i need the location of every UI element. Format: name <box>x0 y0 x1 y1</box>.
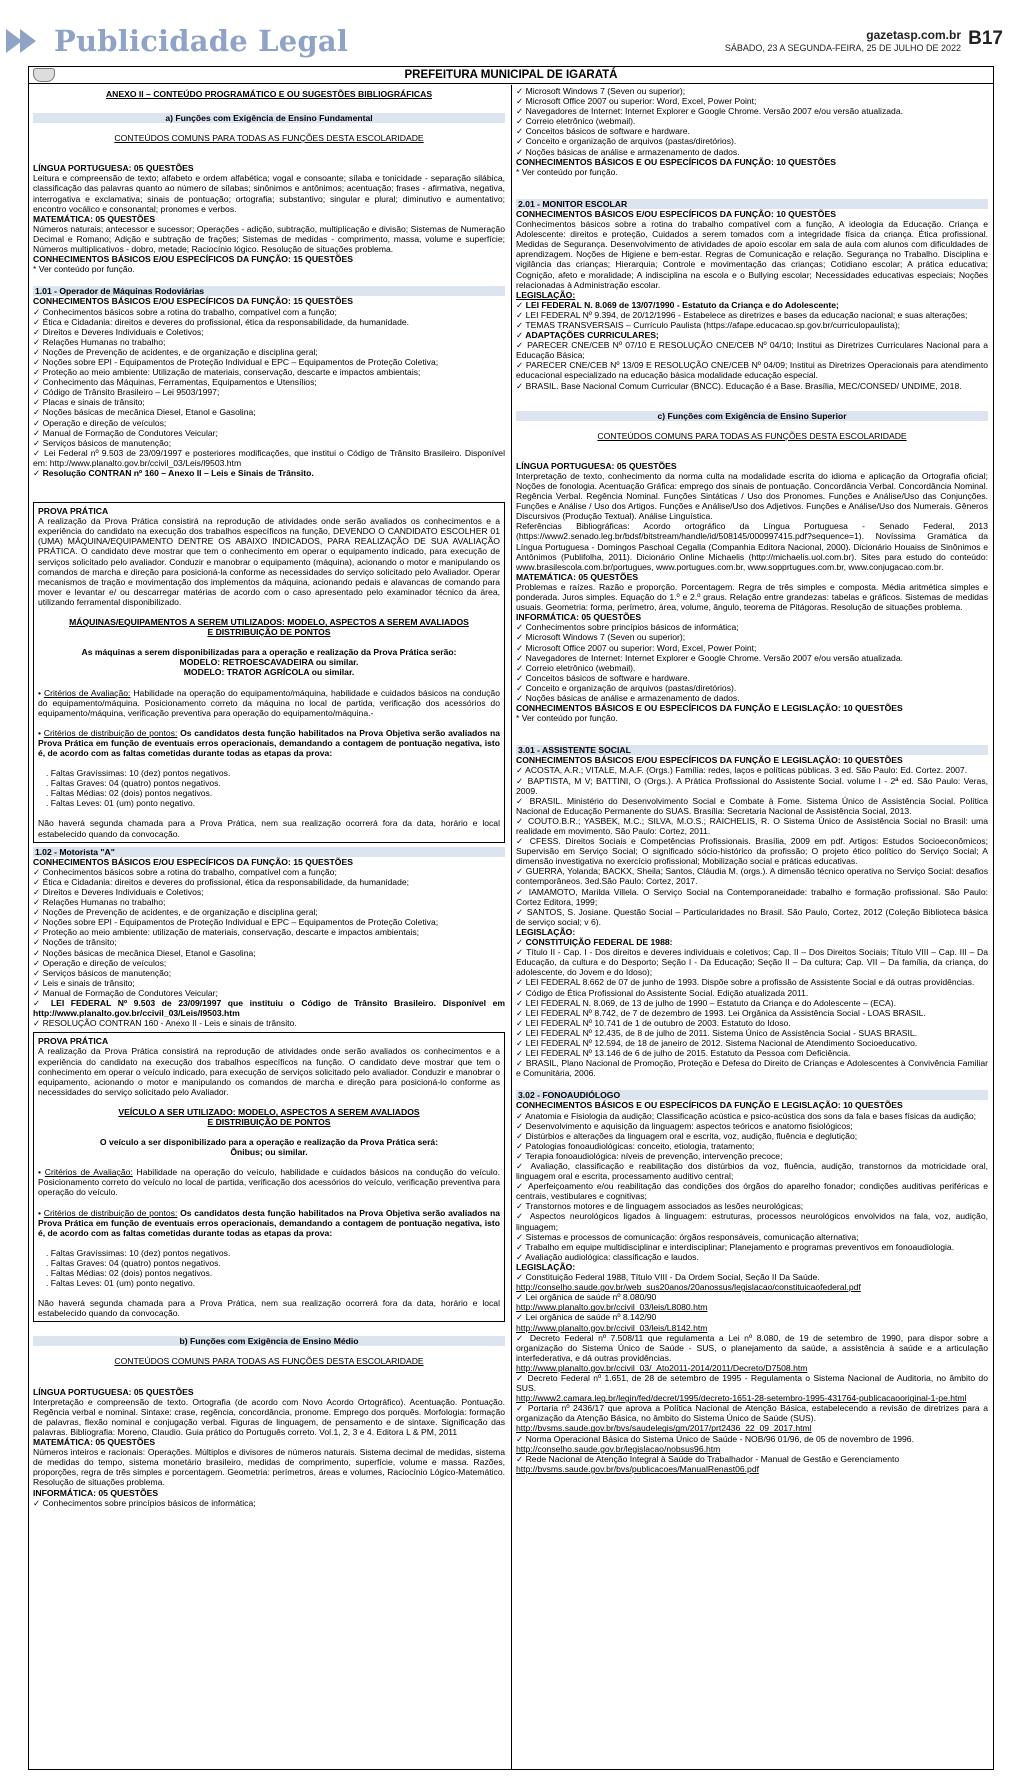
list-item-resolution: ✓ Resolução CONTRAN nº 160 – Anexo II – Leis e Sinais de Trânsito. <box>33 468 314 478</box>
prefeitura-title-bar <box>29 67 993 84</box>
list-item: ✓ ACOSTA, A.R.; VITALE, M.A.F. (Orgs.) Família: redes, laços e políticas públicas. 3 ed. São Paulo: Ed. Cortez. 2007. <box>516 765 968 776</box>
list-item: ✓ Código de Trânsito Brasileiro – Lei 9503/1997; <box>33 387 220 398</box>
medio-cb-title: CONHECIMENTOS BÁSICOS E OU ESPECÍFICOS DA FUNÇÃO: 10 QUESTÕES <box>516 156 836 167</box>
sup-lp-title: LÍNGUA PORTUGUESA: 05 QUESTÕES <box>516 460 677 471</box>
list-item: ✓ Anatomia e Fisiologia da audição; Classificação acústica e psico-acústica dos sons da fala e bases físicas da audição; <box>516 1110 977 1121</box>
motorista-section-bar: 1.02 - Motorista "A" <box>33 847 505 857</box>
box-subtitle: VEÍCULO A SER UTILIZADO: MODELO, ASPECTOS A SEREM AVALIADOS <box>118 1106 420 1117</box>
criteria-distribution: • Critérios de distribuição de pontos: Os candidatos desta função habilitados na Prova Objetiva serão avaliados na Prova Prática em função de eventuais erros operacionais, demandando a contagem de pontuação negativa, isto é, de acordo com as faltas cometidas durante todas as etapas da prova: <box>38 727 501 758</box>
fund-lp-title: LÍNGUA PORTUGUESA: 05 QUESTÕES <box>33 163 194 174</box>
fund-lp-text: Leitura e compreensão de texto; alfabeto e ordem alfabética; vogal e consoante; sílaba e tonicidade - separação silábica, classificação das palavras quanto ao número de sílabas; sinônimos e antônimos; acentuação; frases - afirmativa, negativa, interrogativa e exclamativa; sinais de pontuação; ortografia; substantivo; singular e plural; diminutivo e aumentativo; encontro vocálico e consonantal; pronomes e verbos. <box>33 173 505 214</box>
list-item: ✓ LEI FEDERAL Nº 8.742, de 7 de dezembro de 1993. Lei Orgânica da Assistência Social - LOAS BRASIL. <box>516 1007 926 1018</box>
list-item: ✓ Conhecimento das Máquinas, Ferramentas, Equipamentos e Utensílios; <box>33 377 317 388</box>
list-item: ✓ Lei orgânica de saúde nº 8.142/90 <box>516 1312 657 1323</box>
faltas-list <box>38 1248 500 1288</box>
law-link[interactable]: http://www2.camara.leg.br/legin/fed/decret/1995/decreto-1651-28-setembro-1995-431764-publicacaooriginal-1-pe.html <box>516 1393 967 1404</box>
falta-item: . Faltas Médias: 02 (dois) pontos negativos. <box>46 788 213 799</box>
sup-lp-text: Interpretação de texto, conhecimento da norma culta na modalidade escrita do idioma e aplicação da Ortografia oficial; Noções de fonologia. Acentuação Gráfica: emprego dos sinais de pontuação. Concordância Verbal. Concordância Nominal. Regência Verbal. Regência Nominal. Funções Sintáticas / Uso dos Pronomes. Funções e Análise/Uso das Conjunções. Funções e Análise / Uso dos Artigos. Funções e Análise/Uso dos Adjetivos. Funções e Análise/Uso dos Numerais. Gêneros Discursivos (Produção Textual). Análise Linguística. <box>516 470 988 522</box>
list-item: ✓ Relações Humanas no trabalho; <box>33 336 166 347</box>
list-item: ✓ Norma Operacional Básica do Sistema Único de Saúde - NOB/96 01/96, de 05 de novembro de 1996. <box>516 1433 914 1444</box>
list-item: ✓ Conceitos básicos de software e hardware. <box>516 126 690 137</box>
motorista-list <box>33 867 505 1029</box>
list-item: ✓ Ética e Cidadania: direitos e deveres do profissional, ética da responsabilidade, da humanidade. <box>33 316 410 327</box>
sup-mat-title: MATEMÁTICA: 05 QUESTÕES <box>516 571 639 582</box>
box-model-2: MODELO: TRATOR AGRÍCOLA ou similar. <box>183 667 355 678</box>
list-item: ✓ Direitos e Deveres Individuais e Coletivos; <box>33 887 204 897</box>
sup-inf-list <box>516 622 988 703</box>
list-item: ✓ Conceito e organização de arquivos (pastas/diretórios). <box>516 136 737 147</box>
distribution-label: Critérios de distribuição de pontos: <box>43 727 178 738</box>
medio-mat-text: Números inteiros e racionais: Operações. Múltiplos e divisores de números naturais. Sistema decimal de medidas, sistema de medidas do tempo, sistema monetário brasileiro, medidas de comprimento, superfície, volume e massa. Razões, proporções, regra de três simples e porcentagem. Geometria: perímetros, áreas e volumes, Raciocínio Lógico-Matemático. Resolução de situações problema. <box>33 1447 505 1488</box>
law-link[interactable]: http://bvsms.saude.gov.br/bvs/saudelegis/gm/2017/prt2436_22_09_2017.html <box>516 1423 812 1434</box>
fono-leg-title: LEGISLAÇÃO: <box>516 1261 576 1272</box>
list-item: ✓ Conhecimentos sobre princípios básicos de informática; <box>516 622 739 633</box>
assistente-leg-title: LEGISLAÇÃO: <box>516 926 576 937</box>
list-item: ✓ LEI FEDERAL Nº 10.741 de 1 de outubro de 2003. Estatuto do Idoso. <box>516 1017 791 1028</box>
medio-heading: b) Funções com Exigência de Ensino Médio <box>33 1336 505 1346</box>
list-item: ✓ Noções de Prevenção de acidentes, e de organização e disciplina geral; <box>33 346 318 357</box>
distribution-text: Os candidatos desta função habilitados na Prova Objetiva serão avaliados na Prova Prática em função de eventuais erros operacionais, demandando a contagem de pontuação negativa, isto é, de acordo com as faltas cometidas durante todas as etapas da prova: <box>38 727 501 758</box>
list-item: ✓ Aspectos neurológicos ligados à linguagem: estruturas, processos neurológicos envolvidos na fala, voz, audição, linguagem; <box>516 1211 988 1232</box>
falta-item: . Faltas Gravíssimas: 10 (dez) pontos negativos. <box>46 768 231 779</box>
box-text: A realização da Prova Prática consistirá na reprodução de atividades onde serão avaliados os conhecimentos e a experiência do candidato na execução dos trabalhos específicos na função, DEVENDO O CANDIDATO ESCOLHER 01 (UMA) MÁQUINA/EQUIPAMENTO DENTRE OS ABAIXO INDICADOS, PARA REALIZAÇÃO DE SUA AVALIAÇÃO PRÁTICA. O candidato deve mostrar que tem o conhecimento em operar o equipamento indicado, para execução de serviços solicitado pelo avaliador. Conduzir e manobrar o equipamento (máquina), acionando o motor e manipulando os comandos de marcha e direção para posicioná-la conforme as necessidades do serviço solicitado pelo Avaliador. Operar mecanismos de tração e movimentação dos implementos da máquina, acionando pedais e alavancas de comando para mover e levantar e/ ou descarregar matérias de acordo com o caso apresentado pelo examinador técnico da área, utilizando ferramental disponibilizado. <box>38 516 500 607</box>
medio-inf-list <box>516 86 988 157</box>
sup-cb-title: CONHECIMENTOS BÁSICOS E OU ESPECÍFICOS DA FUNÇÃO E LEGISLAÇÃO: 10 QUESTÕES <box>516 703 903 714</box>
list-item: ✓ CONSTITUIÇÃO FEDERAL DE 1988: <box>516 937 673 948</box>
operador-list <box>33 307 505 479</box>
list-item: ✓ Serviços básicos de manutenção; <box>33 437 172 448</box>
faltas-list <box>38 768 500 808</box>
list-item: ✓ Avaliação, classificação e reabilitação dos distúrbios da voz, fluência, audição, transtornos da motricidade oral, linguagem oral e escrita, processamento auditivo central; <box>516 1161 988 1182</box>
criteria-label: Critérios de Avaliação: <box>43 687 131 698</box>
list-item: ✓ Noções básicas de análise e armazenamento de dados. <box>516 146 740 157</box>
assistente-cb-title: CONHECIMENTOS BÁSICOS E/OU ESPECÍFICOS DA FUNÇÃO E LEGISLAÇÃO: 10 QUESTÕES <box>516 755 903 766</box>
law-link[interactable]: http://conselho.saude.gov.br/legislacao/nobsus96.htm <box>516 1443 721 1454</box>
medio-lp-text: Interpretação e compreensão de texto. Ortografia (de acordo com Novo Acordo Ortográfico). Acentuação. Pontuação. Regência verbal e nominal. Sintaxe: crase, regência, concordância, pronome. Emprego dos porquês. Morfologia: formação de palavras, flexão nominal e conjugação verbal. Figuras de linguagem, de pensamento e de sintaxe. Significação das palavras. Bibliografia: Moreno, Claudio. Guia prático do Português correto. Vol.1, 2, 3 e 4. Editora L & PM, 2011 <box>33 1396 505 1437</box>
sup-inf-title: INFORMÁTICA: 05 QUESTÕES <box>516 612 642 623</box>
list-item: ✓ Navegadores de Internet: Internet Explorer e Google Chrome. Versão 2007 e/ou versão atualizada. <box>516 652 903 663</box>
site-info <box>725 28 961 53</box>
list-item-law: ✓ LEI FEDERAL Nº 9.503 de 23/09/1997 que instituiu o Código de Trânsito Brasileiro. Disponível em http://www.planalto.gov.br/ccivil_03/Leis/l9503.htm <box>33 998 505 1019</box>
list-item: ✓ PARECER CNE/CEB Nº 13/09 E RESOLUÇÃO CNE/CEB Nº 04/09; Institui as Diretrizes Operacionais para atendimento educacional especializado na educação básica modalidade educação especial. <box>516 360 988 381</box>
list-item: ✓ Microsoft Office 2007 ou superior: Word, Excel, Power Point; <box>516 642 757 653</box>
prova-pratica-box-operador <box>33 502 505 843</box>
box-model-1: MODELO: RETROESCAVADEIRA ou similar. <box>179 657 359 668</box>
list-item: ✓ Operação e direção de veículos; <box>33 417 167 428</box>
falta-item: . Faltas Graves: 04 (quatro) pontos negativos. <box>46 1257 221 1268</box>
fono-cb-title: CONHECIMENTOS BÁSICOS E OU ESPECÍFICOS DA FUNÇÃO E LEGISLAÇÃO: 10 QUESTÕES <box>516 1100 903 1111</box>
edition-date: SÁBADO, 23 A SEGUNDA-FEIRA, 25 DE JULHO DE 2022 <box>724 43 961 53</box>
list-item: ✓ BRASIL. Ministério do Desenvolvimento Social e Combate à Fome. Sistema Único de Assistência Social. Política Nacional de Educação Permanente do SUAS. Brasília: Secretaria Nacional de Assistência Social, 2013. <box>516 795 988 816</box>
page-number: B17 <box>968 28 1003 49</box>
monitor-leg-list <box>516 300 988 391</box>
list-item: ✓ Microsoft Windows 7 (Seven ou superior); <box>516 632 686 643</box>
law-link[interactable]: http://www.planalto.gov.br/ccivil_03/leis/L8080.htm <box>516 1302 708 1313</box>
list-item: ✓ Noções de Prevenção de acidentes, e de organização e disciplina geral; <box>33 907 318 918</box>
list-item: ✓ Direitos e Deveres Individuais e Coletivos; <box>33 326 204 337</box>
medio-inf-title: INFORMÁTICA: 05 QUESTÕES <box>33 1487 159 1498</box>
list-item: ✓ Patologias fonoaudiológicas: conceito, etiologia, tratamento; <box>516 1140 755 1151</box>
list-item-law: ✓ Lei Federal nº 9.503 de 23/09/1997 e posteriores modificações, que institui o Código de Trânsito Brasileiro. Disponível em: http://www.planalto.gov.br/ccivil_03/Leis/l9503.htm <box>33 447 505 468</box>
list-item: ✓ Ética e Cidadania: direitos e deveres do profissional, ética da responsabilidade, da humanidade; <box>33 876 410 887</box>
list-item: ✓ Desenvolvimento e aquisição da linguagem: aspectos teóricos e anatomo fisiológicos; <box>516 1120 853 1131</box>
falta-item: . Faltas Leves: 01 (um) ponto negativo. <box>46 1278 196 1289</box>
list-item: ✓ Placas e sinais de trânsito; <box>33 397 145 408</box>
criteria-evaluation: • Critérios de Avaliação: Habilidade na operação do veículo, habilidade e cuidados básicos na condução do veículo. Posicionamento correto do veículo no local de partida, verificação dos acessórios do veículo, verificação preventiva para operação do veículo. <box>38 1167 500 1198</box>
criteria-label: Critérios de Avaliação: <box>44 1167 133 1178</box>
box-subtitle-2: E DISTRIBUIÇÃO DE PONTOS <box>207 627 331 638</box>
fono-section-bar: 3.02 - FONOAUDIÓLOGO <box>516 1090 988 1100</box>
prova-pratica-box-motorista <box>33 1032 505 1322</box>
box-title: PROVA PRÁTICA <box>38 506 109 517</box>
fund-mat-title: MATEMÁTICA: 05 QUESTÕES <box>33 213 156 224</box>
law-link[interactable]: http://conselho.saude.gov.br/web_sus20anos/20anossus/legislacao/constituicaofederal.pdf <box>516 1282 861 1293</box>
list-item: ✓ LEI FEDERAL Nº 12.594, de 18 de janeiro de 2012. Sistema Nacional de Atendimento Socioeducativo. <box>516 1037 918 1048</box>
list-item: ✓ Código de Ética Profissional do Assistente Social. Edição atualizada 2011. <box>516 987 809 998</box>
prefeitura-title: PREFEITURA MUNICIPAL DE IGARATÁ <box>404 69 618 81</box>
monitor-section-bar: 2.01 - MONITOR ESCOLAR <box>516 199 988 209</box>
list-item: ✓ Operação e direção de veículos; <box>33 957 167 968</box>
list-item: ✓ Leis e sinais de trânsito; <box>33 977 135 988</box>
list-item: ✓ Noções básicas de mecânica Diesel, Etanol e Gasolina; <box>33 947 256 958</box>
section-title: Publicidade Legal <box>54 24 349 58</box>
notice-frame <box>28 66 994 1770</box>
list-item: ✓ GUERRA, Yolanda; BACKX, Sheila; Santos, Cláudia M. (orgs.). A dimensão técnico operativa no Serviço Social: desafios contemporâneos. 3ed.São Paulo: Cortez, 2017. <box>516 866 988 887</box>
list-item: ✓ BRASIL, Plano Nacional de Promoção, Proteção e Defesa do Direito de Crianças e Adolescentes à Convivência Familiar e Comunitária, 2006. <box>516 1058 988 1079</box>
left-column <box>33 86 505 1508</box>
distribution-text: Os candidatos desta função habilitados na Prova Objetiva serão avaliados na Prova Prática em função de eventuais erros operacionais, demandando a contagem de pontuação negativa, isto é, de acordo com as faltas cometidas durante todas as etapas da prova: <box>38 1207 501 1238</box>
assistente-leg-list <box>516 937 988 1078</box>
medio-mat-title: MATEMÁTICA: 05 QUESTÕES <box>33 1437 156 1448</box>
list-item: ✓ Microsoft Windows 7 (Seven ou superior); <box>516 86 686 96</box>
site-url[interactable]: gazetasp.com.br <box>866 28 961 42</box>
operador-cb-title: CONHECIMENTOS BÁSICOS E/OU ESPECÍFICOS DA FUNÇÃO: 15 QUESTÕES <box>33 296 353 307</box>
list-item: ✓ Noções sobre EPI - Equipamentos de Proteção Individual e EPC – Equipamentos de Proteção Coletiva; <box>33 356 439 367</box>
right-column <box>516 86 988 1474</box>
box-text: A realização da Prova Prática consistirá na reprodução de atividades onde serão avaliados os conhecimentos e a experiência do candidato na execução dos trabalhos específicos na função. O candidato deve mostrar que tem o conhecimento em operar o veículo indicado, para execução de serviços solicitado pelo avaliador. Conduzir e manobrar o equipamento, acionando o motor e manipulando os comandos de marcha e direção para posicioná-lo conforme as necessidades do serviço solicitado pelo Avaliador. <box>38 1046 500 1097</box>
list-item: ✓ Constituição Federal 1988, Título VIII - Da Ordem Social, Seção II Da Saúde. <box>516 1272 820 1283</box>
list-item: ✓ Microsoft Office 2007 ou superior: Word, Excel, Power Point; <box>516 96 757 107</box>
falta-item: . Faltas Gravíssimas: 10 (dez) pontos negativos. <box>46 1247 231 1258</box>
list-item: ✓ Conceitos básicos de software e hardware. <box>516 672 690 683</box>
list-item: ✓ PARECER CNE/CEB Nº 07/10 E RESOLUÇÃO CNE/CEB Nº 04/10; Institui as Diretrizes Curriculares Nacional para a Educação Básica; <box>516 340 988 361</box>
superior-heading: c) Funções com Exigência de Ensino Superior <box>516 411 988 421</box>
list-item: ✓ Título II - Cap. I - Dos direitos e deveres individuais e coletivos; Cap. II – Dos Direitos Sociais; Título VIII – Cap. III – Da Educação, da cultura e do Desporto; Seção I - Da Educação; Seção II – Da cultura; Cap. VII – Da família, da criança, do adolescente, do Jovem e do Idoso); <box>516 947 988 978</box>
fund-cb-title: CONHECIMENTOS BÁSICOS E/OU ESPECÍFICOS DA FUNÇÃO: 15 QUESTÕES <box>33 254 353 265</box>
monitor-leg-title: LEGISLAÇÃO: <box>516 289 576 300</box>
list-item: ✓ ADAPTAÇÕES CURRICULARES; <box>516 330 659 341</box>
box-disp: O veículo a ser disponibilizado para a operação e realização da Prova Prática será: <box>99 1137 439 1148</box>
list-item-resolution: ✓ RESOLUÇÃO CONTRAN 160 - Anexo II - Leis e sinais de trânsito. <box>33 1018 297 1029</box>
crest-icon <box>33 68 55 82</box>
list-item: ✓ Noções de trânsito; <box>33 937 117 948</box>
box-subtitle: MÁQUINAS/EQUIPAMENTOS A SEREM UTILIZADOS: MODELO, ASPECTOS A SEREM AVALIADOS <box>69 617 469 628</box>
superior-common-title: CONTEÚDOS COMUNS PARA TODAS AS FUNÇÕES DESTA ESCOLARIDADE <box>597 430 907 441</box>
criteria-evaluation: • Critérios de Avaliação: Habilidade na operação do equipamento/máquina, habilidade e cuidados básicos na condução do equipamento/máquina. Posicionamento correto da máquina no local de partida, verificação dos acessórios do equipamento/máquina, verificação preventiva para operação do equipamento/máquina.- <box>38 687 500 718</box>
medio-common-title: CONTEÚDOS COMUNS PARA TODAS AS FUNÇÕES DESTA ESCOLARIDADE <box>114 1356 424 1367</box>
law-link[interactable]: http://bvsms.saude.gov.br/bvs/publicacoes/ManualRenast06.pdf <box>516 1463 759 1474</box>
list-item: ✓ CFESS. Direitos Sociais e Competências Profissionais. Brasília, 2009 em pdf. Artigos: Estudos Socioeconômicos; Supervisão em Serviço Social; O significado sócio-histórico da profissão; O projeto ético político do Serviço Social; A dimensão investigativa no exercício profissional; Mobilização social e práticas educativas. <box>516 836 988 867</box>
fund-mat-text: Números naturais; antecessor e sucessor; Operações - adição, subtração, multiplicação e divisão; Sistemas de Numeração Decimal e Romano; Adição e subtração de frações; Sistemas de medidas - comprimento, massa, volume e superfície; Números multiplicativos - dobro, metade; Raciocínio lógico. Resolução de situações problema. <box>33 223 505 255</box>
operador-section-bar: 1.01 - Operador de Máquinas Rodoviárias <box>33 286 505 296</box>
list-item: ✓ SANTOS, S. Josiane. Questão Social – Particularidades no Brasil. São Paulo, Cortez, 2012 (Coleção Biblioteca básica de serviço social; v 6). <box>516 906 988 927</box>
list-item: ✓ LEI FEDERAL Nº 13.146 de 6 de julho de 2015. Estatuto da Pessoa com Deficiência. <box>516 1048 851 1059</box>
list-item: ✓ Avaliação audiológica: classificação e laudos. <box>516 1251 699 1262</box>
list-item: ✓ Distúrbios e alterações da linguagem oral e escrita, voz, audição, fluência e deglutição; <box>516 1130 858 1141</box>
motorista-cb-title: CONHECIMENTOS BÁSICOS E/OU ESPECÍFICOS DA FUNÇÃO: 15 QUESTÕES <box>33 856 353 867</box>
falta-item: . Faltas Graves: 04 (quatro) pontos negativos. <box>46 778 221 789</box>
assistente-list <box>516 765 988 927</box>
column-divider <box>511 85 512 1769</box>
list-item: ✓ Navegadores de Internet: Internet Explorer e Google Chrome. Versão 2007 e/ou versão atualizada. <box>516 106 903 117</box>
sup-lp-references: Referências Bibliográficas: Acordo ortográfico da Língua Portuguesa - Senado Federal, 2013 (https://www2.senado.leg.br/bdsf/bitstream/handle/id/508145/000997415.pdf?sequence=1). Novíssima Gramática da Língua Portuguesa - Domingos Paschoal Cegalla (Companhia Editora Nacional, 2000). Dicionário Houaiss de Sinônimos e Antônimos (Publifolha, 2011). Dicionário Online Michaelis (http://michaelis.uol.com.br). Sites para estudo do conteúdo: www.brasilescola.com.br/portugues, www.portugues.com.br, www.sopprtugues.com.br, www.conjugacao.com.br. <box>516 521 988 572</box>
double-chevron-icon <box>4 27 54 55</box>
fund-cb-note: * Ver conteúdo por função. <box>33 264 135 275</box>
box-end-note: Não haverá segunda chamada para a Prova Prática, nem sua realização ocorrerá fora da data, horário e local estabelecido quando da convocação. <box>38 1298 500 1319</box>
law-link[interactable]: http://www.planalto.gov.br/ccivil_03/leis/L8142.htm <box>516 1322 708 1333</box>
list-item: ✓ Noções básicas de análise e armazenamento de dados. <box>516 692 740 703</box>
box-subtitle-2: E DISTRIBUIÇÃO DE PONTOS <box>207 1116 331 1127</box>
list-item: ✓ Proteção ao meio ambiente: Utilização de materiais, conservação, descarte e impactos ambientais; <box>33 367 421 378</box>
medio-cb-note: * Ver conteúdo por função. <box>516 166 618 177</box>
list-item: ✓ Manual de Formação de Condutores Veicular; <box>33 987 218 998</box>
falta-item: . Faltas Leves: 01 (um) ponto negativo. <box>46 798 196 809</box>
medio-lp-title: LÍNGUA PORTUGUESA: 05 QUESTÕES <box>33 1386 194 1397</box>
list-item: ✓ Serviços básicos de manutenção; <box>33 967 172 978</box>
fundamental-common-title: CONTEÚDOS COMUNS PARA TODAS AS FUNÇÕES DESTA ESCOLARIDADE <box>114 133 424 144</box>
criteria-text: Habilidade na operação do equipamento/máquina, habilidade e cuidados básicos na condução do equipamento/máquina. Posicionamento correto da máquina no local de partida, verificação dos acessórios do equipamento/máquina, verificação preventiva para operação do equipamento/máquina.- <box>38 687 500 718</box>
list-item: ✓ Conhecimentos básicos sobre a rotina do trabalho, compatível com a função; <box>33 306 337 317</box>
box-disp: As máquinas a serem disponibilizadas para a operação e realização da Prova Prática serão: <box>81 647 457 658</box>
list-item: ✓ Portaria nº 2436/17 que aprova a Política Nacional de Atenção Básica, estabelecendo a revisão de diretrizes para a organização da Atenção Básica, no âmbito do Sistema Único de Saúde (SUS). <box>516 1403 988 1424</box>
list-item: ✓ Aperfeiçoamento e/ou reabilitação das condições dos órgãos do aparelho fonador; condições auditivas periféricas e centrais, vestibulares e cognitivas; <box>516 1181 988 1202</box>
list-item: ✓ BAPTISTA, M V; BATTINI, O (Orgs.). A Prática Profissional do Assistente Social. volume I - 2ª ed. São Paulo: Veras, 2009. <box>516 775 988 796</box>
list-item: ✓ Decreto Federal nº 7.508/11 que regulamenta a Lei nº 8.080, de 19 de setembro de 1990, para dispor sobre a organização do Sistema Único de Saúde - SUS, o planejamento da saúde, a assistência à saúde e a articulação interfederativa, e dá outras providências. <box>516 1332 988 1363</box>
list-item: ✓ LEI FEDERAL Nº 9.394, de 20/12/1996 - Estabelece as diretrizes e bases da educação nacional; e suas alterações; <box>516 309 968 320</box>
list-item: ✓ Correio eletrônico (webmail). <box>516 662 636 673</box>
sup-mat-text: Problemas e raízes. Razão e proporção. Porcentagem. Regra de três simples e composta. Média aritmética simples e ponderada. Juros simples. Equação do 1.º e 2.º graus. Relação entre grandezas: tabelas e gráficos. Sistemas de medidas usuais. Geometria: forma, perímetro, área, volume, ângulo, teorema de Pitágoras. Resolução de situações problema. <box>516 581 988 613</box>
box-model: Ônibus; ou similar. <box>230 1147 308 1158</box>
list-item: ✓ Conhecimentos básicos sobre a rotina do trabalho, compatível com a função; <box>33 866 337 877</box>
list-item: ✓ LEI FEDERAL N. 8.069, de 13 de julho de 1990 – Estatuto da Criança e do Adolescente – (ECA). <box>516 997 896 1008</box>
assistente-section-bar: 3.01 - ASSISTENTE SOCIAL <box>516 745 988 755</box>
list-item: ✓ IAMAMOTO, Marilda Villela. O Serviço Social na Contemporaneidade: trabalho e formação profissional. São Paulo: Cortez Editora, 1999; <box>516 886 988 907</box>
fono-list <box>516 1111 988 1262</box>
list-item: ✓ Noções básicas de mecânica Diesel, Etanol e Gasolina; <box>33 407 256 418</box>
box-end-note: Não haverá segunda chamada para a Prova Prática, nem sua realização ocorrerá fora da data, horário e local estabelecido quando da convocação. <box>38 818 500 839</box>
list-item: ✓ LEI FEDERAL N. 8.069 de 13/07/1990 - Estatuto da Criança e do Adolescente; <box>516 299 839 310</box>
annex-title: ANEXO II – CONTEÚDO PROGRAMÁTICO E OU SUGESTÕES BIBLIOGRÁFICAS <box>105 89 433 99</box>
list-item: ✓ Lei orgânica de saúde nº 8.080/90 <box>516 1292 657 1303</box>
list-item: ✓ Transtornos motores e de linguagem associados as lesões neurológicas; <box>516 1201 804 1212</box>
list-item: ✓ Decreto Federal nº 1.651, de 28 de setembro de 1995 - Regulamenta o Sistema Nacional de Auditoria, no âmbito do SUS. <box>516 1372 988 1394</box>
fono-leg-list <box>516 1272 988 1474</box>
monitor-cb-title: CONHECIMENTOS BÁSICOS E/OU ESPECÍFICOS DA FUNÇÃO: 10 QUESTÕES <box>516 208 836 219</box>
criteria-text: Habilidade na operação do veículo, habilidade e cuidados básicos na condução do veículo. Posicionamento correto do veículo no local de partida, verificação dos acessórios do veículo, verificação preventiva para operação do veículo. <box>38 1167 500 1198</box>
list-item: ✓ COUTO.B.R.; YASBEK, M.C.; SILVA, M.O.S.; RAICHELIS, R. O Sistema Único de Assistência Social no Brasil: uma realidade em movimento. São Paulo: Cortez, 2011. <box>516 815 988 836</box>
sup-cb-note: * Ver conteúdo por função. <box>516 713 618 724</box>
section-brand <box>4 24 348 58</box>
list-item: ✓ Terapia fonoaudiológica: níveis de prevenção, intervenção precoce; <box>516 1150 783 1161</box>
list-item: ✓ Correio eletrônico (webmail). <box>516 116 636 127</box>
fundamental-heading: a) Funções com Exigência de Ensino Fundamental <box>33 113 505 123</box>
list-item: ✓ Sistemas e processos de comunicação: órgãos responsáveis, comunicação alternativa; <box>516 1231 859 1242</box>
box-title: PROVA PRÁTICA <box>38 1036 109 1047</box>
list-item: ✓ Rede Nacional de Atenção Integral à Saúde do Trabalhador - Manual de Gestão e Gerenciamento <box>516 1453 900 1464</box>
list-item: ✓ LEI FEDERAL 8.662 de 07 de junho de 1993. Dispõe sobre a profissão de Assistente Social e dá outras providências. <box>516 977 975 988</box>
distribution-label: Critérios de distribuição de pontos: <box>43 1207 178 1218</box>
list-item: ✓ Proteção ao meio ambiente: utilização de materiais, conservação, descarte e impactos ambientais; <box>33 927 419 938</box>
criteria-distribution: • Critérios de distribuição de pontos: Os candidatos desta função habilitados na Prova Objetiva serão avaliados na Prova Prática em função de eventuais erros operacionais, demandando a contagem de pontuação negativa, isto é, de acordo com as faltas cometidas durante todas as etapas da prova: <box>38 1207 501 1238</box>
list-item: ✓ Manual de Formação de Condutores Veicular; <box>33 427 218 438</box>
list-item: ✓ Conhecimentos sobre princípios básicos de informática; <box>33 1497 256 1508</box>
list-item: ✓ Noções sobre EPI - Equipamentos de Proteção Individual e EPC – Equipamentos de Proteção Coletiva; <box>33 917 439 928</box>
law-link[interactable]: http://www.planalto.gov.br/ccivil_03/_Ato2011-2014/2011/Decreto/D7508.htm <box>516 1362 808 1373</box>
list-item: ✓ LEI FEDERAL Nº 12.435, de 8 de julho de 2011. Sistema Único de Assistência Social - SUAS BRASIL. <box>516 1027 918 1038</box>
falta-item: . Faltas Médias: 02 (dois) pontos negativos. <box>46 1268 213 1278</box>
list-item: ✓ Trabalho em equipe multidisciplinar e interdisciplinar; Planejamento e programas preventivos em fonoaudiologia. <box>516 1241 955 1252</box>
list-item: ✓ Relações Humanas no trabalho; <box>33 897 166 908</box>
page-header <box>0 0 1011 62</box>
list-item: ✓ BRASIL. Base Nacional Comum Curricular (BNCC). Educação é a Base. Brasília, MEC/CONSED/ UNDIME, 2018. <box>516 380 962 391</box>
list-item: ✓ TEMAS TRANSVERSAIS – Currículo Paulista (https://afape.educacao.sp.gov.br/curriculopaulista); <box>516 319 901 330</box>
monitor-text: Conhecimentos básicos sobre a rotina do trabalho compatível com a função, A ideologia da Educação. Criança e Adolescente: direitos e proteção, Cuidados a serem tomados com a integridade física da criança. Ética profissional. Medidas de Segurança. Desenvolvimento de atividades de apoio escolar em sala de aula com alunos com dificuldades de aprendizagem. Noções de Higiene e bem-estar. Regras de Comunicação e relação. Segurança no Trabalho. Disciplina e vigilância das crianças; Hierarquia; Controle e movimentação das crianças; Cotidiano escolar; A prática educativa; Cognição, afeto e moralidade; A indisciplina na escola e o Bullying escolar; Necessidades educativas especiais; Noções relacionadas à Administração escolar. <box>516 219 988 290</box>
list-item: ✓ Conceito e organização de arquivos (pastas/diretórios). <box>516 682 737 693</box>
